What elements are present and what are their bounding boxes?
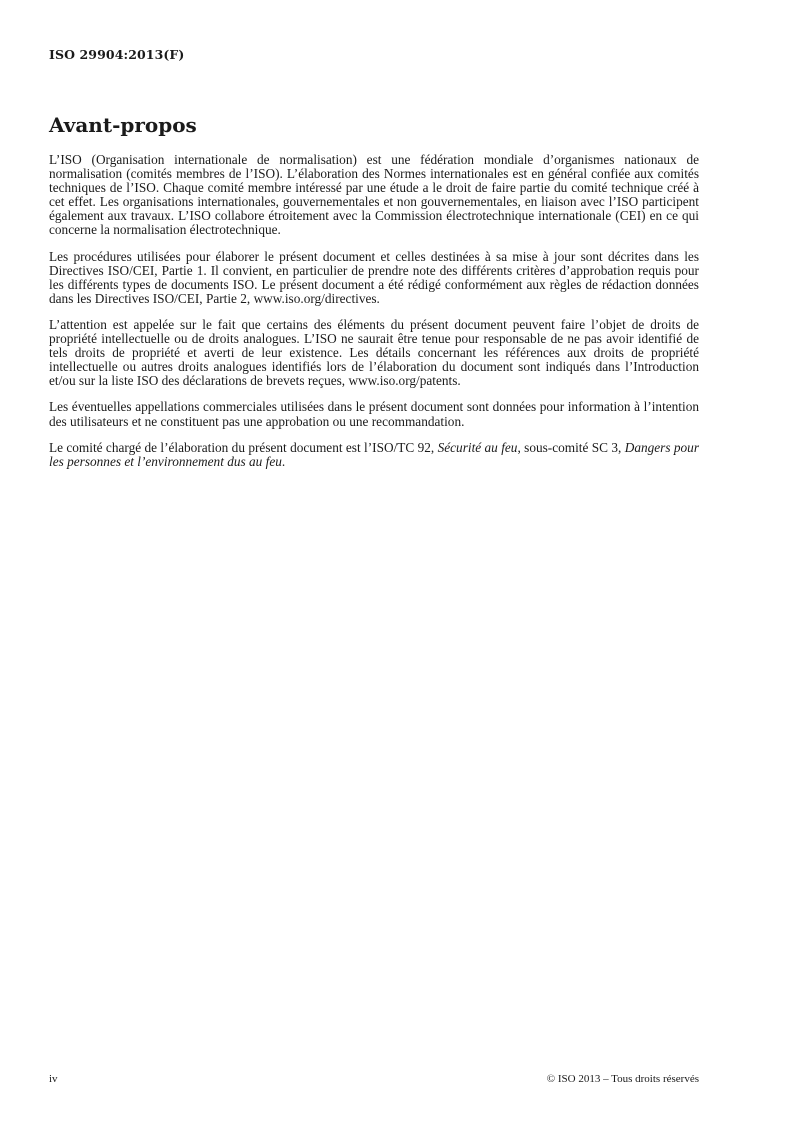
- page-number: iv: [49, 1073, 58, 1085]
- committee-text-middle: , sous-comité SC 3,: [517, 439, 625, 455]
- foreword-body: [49, 153, 699, 481]
- paragraph-trade-names: Les éventuelles appellations commerciales utilisées dans le présent document sont données pour information à l’intention des utilisateurs et ne constituent pas une approbation ou une recommandation.: [49, 399, 699, 429]
- paragraph-patent-rights: L’attention est appelée sur le fait que certains des éléments du présent document peuvent faire l’objet de droits de propriété intellectuelle ou de droits analogues. L’ISO ne saurait être tenue pour responsable de ne pas avoir identifié de tels droits de propriété et averti de leur existence. Les détails concernant les références aux droits de propriété intellectuelle ou autres droits analogues identifiés lors de l’élaboration du document sont indiqués dans l’Introduction et/ou sur la liste ISO des déclarations de brevets reçues, www.iso.org/patents.: [49, 316, 699, 389]
- copyright-notice: © ISO 2013 – Tous droits réservés: [546, 1073, 699, 1085]
- paragraph-committee: [49, 441, 699, 469]
- paragraph-iso-organisation: L’ISO (Organisation internationale de normalisation) est une fédération mondiale d’organismes nationaux de normalisation (comités membres de l’ISO). L’élaboration des Normes internationales est en général confiée aux comités techniques de l’ISO. Chaque comité membre intéressé par une étude a le droit de faire partie du comité technique créé à cet effet. Les organisations internationales, gouvernementales et non gouvernementales, en liaison avec l’ISO participent également aux travaux. L’ISO collabore étroitement avec la Commission électrotechnique internationale (CEI) en ce qui concerne la normalisation électrotechnique.: [49, 152, 699, 238]
- document-id: ISO 29904:2013(F): [49, 47, 185, 62]
- committee-text-after: .: [281, 453, 286, 469]
- section-heading: Avant-propos: [49, 113, 197, 137]
- committee-text-before: Le comité chargé de l’élaboration du présent document est l’ISO/TC 92,: [49, 439, 438, 455]
- paragraph-procedures: Les procédures utilisées pour élaborer le présent document et celles destinées à sa mise à jour sont décrites dans les Directives ISO/CEI, Partie 1. Il convient, en particulier de prendre note des différents critères d’approbation requis pour les différents types de documents ISO. Le présent document a été rédigé conformément aux règles de rédaction données dans les Directives ISO/CEI, Partie 2, www.iso.org/directives.: [49, 248, 699, 306]
- committee-title: Sécurité au feu: [437, 439, 518, 455]
- subcommittee-title: Dangers pour les personnes et l’environnement dus au feu: [49, 439, 699, 469]
